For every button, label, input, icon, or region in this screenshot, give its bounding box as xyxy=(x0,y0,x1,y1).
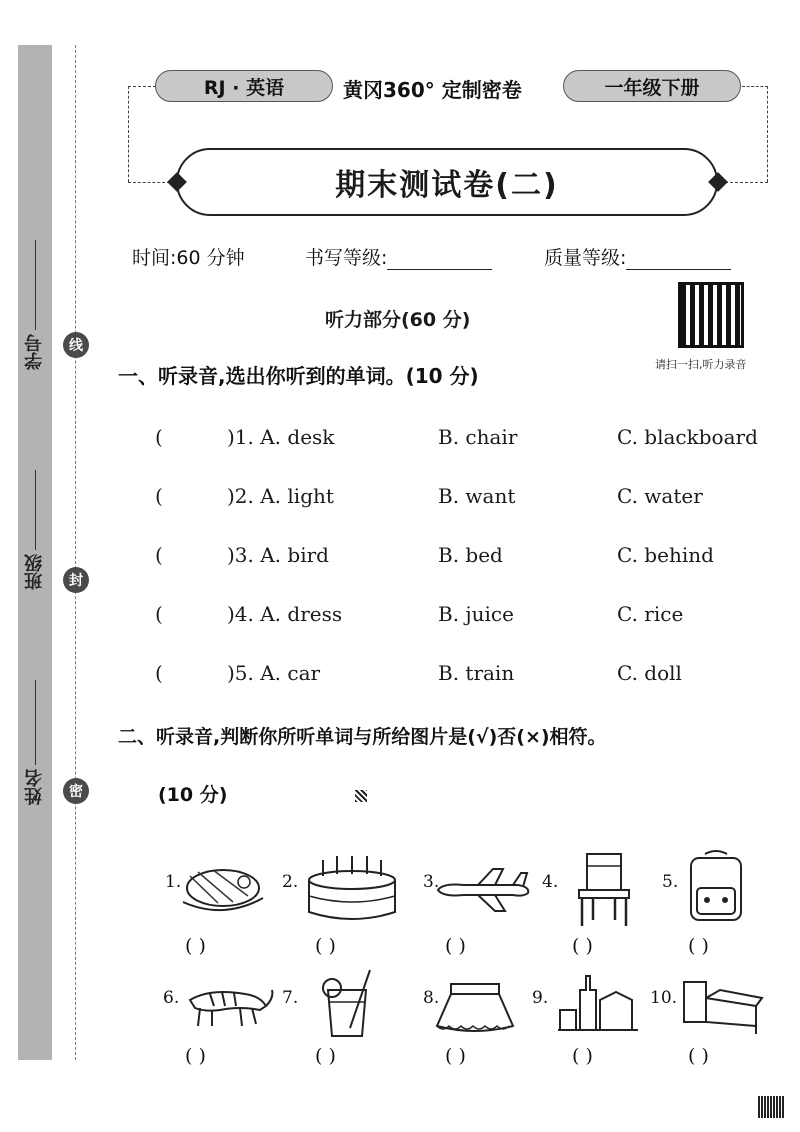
section2-title: 二、听录音,判断你所听单词与所给图片是(√)否(×)相符。 xyxy=(118,726,607,748)
question-row xyxy=(155,484,775,514)
student-id-label: 学号 xyxy=(24,334,45,370)
option-c: C. doll xyxy=(617,661,682,685)
corner-qr-icon xyxy=(758,1096,784,1118)
option-c: C. behind xyxy=(617,543,714,567)
answer-paren[interactable]: ( ) xyxy=(688,935,709,957)
answer-paren-open[interactable]: ( xyxy=(155,661,163,685)
answer-paren-open[interactable]: ( xyxy=(155,602,163,626)
picture-number: 3. xyxy=(423,872,440,892)
option-b: B. train xyxy=(438,661,515,685)
writing-grade-label: 书写等级: xyxy=(305,247,388,269)
answer-paren[interactable]: ( ) xyxy=(185,1045,206,1067)
answer-paren[interactable]: ( ) xyxy=(572,1045,593,1067)
picture-number: 9. xyxy=(532,988,549,1008)
question-row xyxy=(155,543,775,573)
brand-name: 黄冈360° 定制密卷 xyxy=(343,78,522,102)
answer-paren-open[interactable]: ( xyxy=(155,484,163,508)
class-field xyxy=(18,470,52,594)
subject-pill: RJ · 英语 xyxy=(155,70,333,102)
answer-paren[interactable]: ( ) xyxy=(572,935,593,957)
cut-line xyxy=(75,45,76,1060)
grade-pill: 一年级下册 xyxy=(563,70,741,102)
option-a: )2. A. light xyxy=(227,484,334,508)
answer-paren[interactable]: ( ) xyxy=(315,1045,336,1067)
option-b: B. chair xyxy=(438,425,518,449)
question-row xyxy=(155,661,775,691)
listening-part-heading: 听力部分(60 分) xyxy=(325,309,471,331)
chair-icon xyxy=(573,850,635,930)
quality-grade-label: 质量等级: xyxy=(544,247,627,269)
juice-glass-icon xyxy=(318,968,378,1040)
section2-score: (10 分) xyxy=(158,784,228,806)
time-limit: 时间:60 分钟 xyxy=(132,247,245,269)
quality-grade-row xyxy=(544,243,731,270)
page-title: 期末测试卷(二) xyxy=(335,168,559,203)
qr-caption: 请扫一扫,听力录音 xyxy=(655,358,747,371)
option-a: )4. A. dress xyxy=(227,602,343,626)
question-row xyxy=(155,602,775,632)
name-label: 姓名 xyxy=(24,769,45,805)
cut-mark-seal: 封 xyxy=(63,567,89,593)
option-b: B. want xyxy=(438,484,516,508)
writing-grade-row xyxy=(305,243,492,270)
cut-mark-line: 线 xyxy=(63,332,89,358)
class-blank xyxy=(35,470,36,550)
answer-paren-open[interactable]: ( xyxy=(155,425,163,449)
option-a: )5. A. car xyxy=(227,661,321,685)
birthday-cake-icon xyxy=(305,852,400,924)
answer-paren[interactable]: ( ) xyxy=(185,935,206,957)
airplane-icon xyxy=(433,865,533,915)
section1-title: 一、听录音,选出你听到的单词。(10 分) xyxy=(118,364,479,388)
skirt-icon xyxy=(433,980,518,1035)
header-dash-left-bottom xyxy=(128,182,170,183)
picture-number: 8. xyxy=(423,988,440,1008)
picture-number: 5. xyxy=(662,872,679,892)
cut-mark-secret: 密 xyxy=(63,778,89,804)
answer-paren-open[interactable]: ( xyxy=(155,543,163,567)
header-dash-left xyxy=(128,86,129,182)
city-skyline-icon xyxy=(556,970,641,1035)
title-frame xyxy=(176,148,718,216)
option-c: C. water xyxy=(617,484,703,508)
name-blank xyxy=(35,680,36,765)
question-row xyxy=(155,425,775,455)
schoolbag-icon xyxy=(685,848,747,924)
student-id-field xyxy=(18,240,52,374)
option-c: C. blackboard xyxy=(617,425,758,449)
answer-paren[interactable]: ( ) xyxy=(445,935,466,957)
student-id-blank xyxy=(35,240,36,330)
class-label: 班级 xyxy=(24,554,45,590)
option-b: B. bed xyxy=(438,543,503,567)
option-b: B. juice xyxy=(438,602,514,626)
answer-paren[interactable]: ( ) xyxy=(688,1045,709,1067)
picture-number: 4. xyxy=(542,872,559,892)
picture-number: 1. xyxy=(165,872,182,892)
option-a: )3. A. bird xyxy=(227,543,329,567)
option-a: )1. A. desk xyxy=(227,425,335,449)
writing-grade-blank xyxy=(387,248,492,270)
header-dash-right-top xyxy=(742,86,768,87)
small-qr-icon xyxy=(355,790,367,802)
qr-code-icon[interactable] xyxy=(678,282,744,348)
picture-number: 6. xyxy=(163,988,180,1008)
header-dash-left-top xyxy=(128,86,156,87)
option-c: C. rice xyxy=(617,602,684,626)
name-field xyxy=(18,680,52,809)
answer-paren[interactable]: ( ) xyxy=(315,935,336,957)
picture-number: 10. xyxy=(650,988,678,1008)
bed-icon xyxy=(680,978,765,1038)
header-dash-right xyxy=(767,86,768,182)
quality-grade-blank xyxy=(626,248,731,270)
answer-paren[interactable]: ( ) xyxy=(445,1045,466,1067)
picture-number: 7. xyxy=(282,988,299,1008)
picture-number: 2. xyxy=(282,872,299,892)
header-dash-right-bottom xyxy=(725,182,768,183)
tiger-icon xyxy=(180,980,275,1030)
fish-icon xyxy=(178,858,268,918)
